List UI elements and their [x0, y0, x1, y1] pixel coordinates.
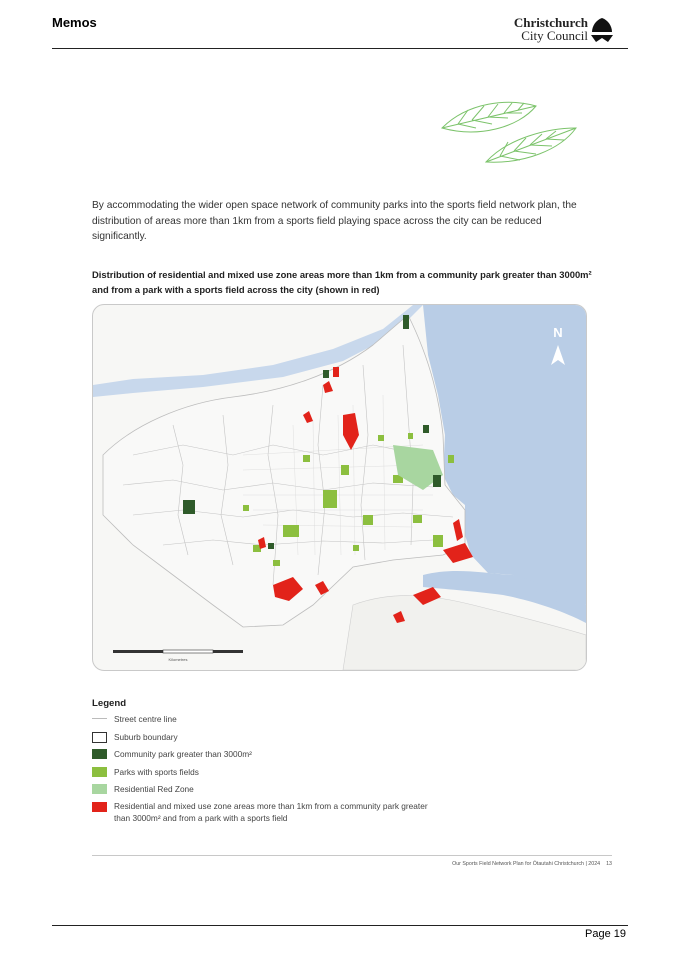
sports-park-swatch	[92, 767, 107, 777]
sea-area	[423, 305, 586, 605]
legend-item-suburb: Suburb boundary	[92, 730, 512, 748]
city-distribution-map	[92, 304, 587, 671]
suburb-boundary-icon	[92, 732, 107, 743]
community-park-swatch	[92, 749, 107, 759]
street-line-icon	[92, 718, 107, 719]
document-footer	[92, 861, 612, 867]
council-logo	[512, 14, 622, 46]
map-legend	[92, 712, 512, 826]
leaves-decoration-icon	[438, 98, 578, 170]
legend-title: Legend	[92, 698, 127, 709]
doc-title: Our Sports Field Network Plan for Ōtautahi Christchurch | 2024	[452, 861, 601, 867]
red-zone-swatch	[92, 784, 107, 794]
document-footer-rule	[92, 855, 612, 856]
page-number: Page 19	[585, 928, 626, 940]
page-footer-rule	[52, 925, 628, 926]
deficit-swatch	[92, 802, 107, 812]
legend-item-sports-park: Parks with sports fields	[92, 765, 512, 783]
scale-bar	[113, 650, 243, 653]
council-emblem-icon	[588, 16, 616, 44]
doc-page-number: 13	[606, 861, 612, 867]
legend-item-red-zone: Residential Red Zone	[92, 782, 512, 800]
logo-line2: City Council	[521, 28, 588, 43]
intro-paragraph: By accommodating the wider open space network of community parks into the sports field network plan, the distribution of areas more than 1km from a sports field playing space across the city can be reduced significantly.	[92, 200, 577, 243]
figure-caption: Distribution of residential and mixed use zone areas more than 1km from a community park greater than 3000m² and from a park with a sports field across the city (shown in red)	[92, 269, 592, 295]
legend-item-deficit: Residential and mixed use zone areas more than 1km from a community park greater than 3000m² and from a park with a sports field	[92, 800, 512, 826]
logo-line1: Christchurch	[513, 15, 588, 30]
legend-item-community-park: Community park greater than 3000m²	[92, 747, 512, 765]
north-label: N	[553, 325, 563, 340]
section-title: Memos	[52, 15, 97, 30]
header-divider	[52, 48, 628, 49]
scale-caption: Kilometres	[168, 657, 188, 662]
legend-item-street: Street centre line	[92, 712, 512, 730]
